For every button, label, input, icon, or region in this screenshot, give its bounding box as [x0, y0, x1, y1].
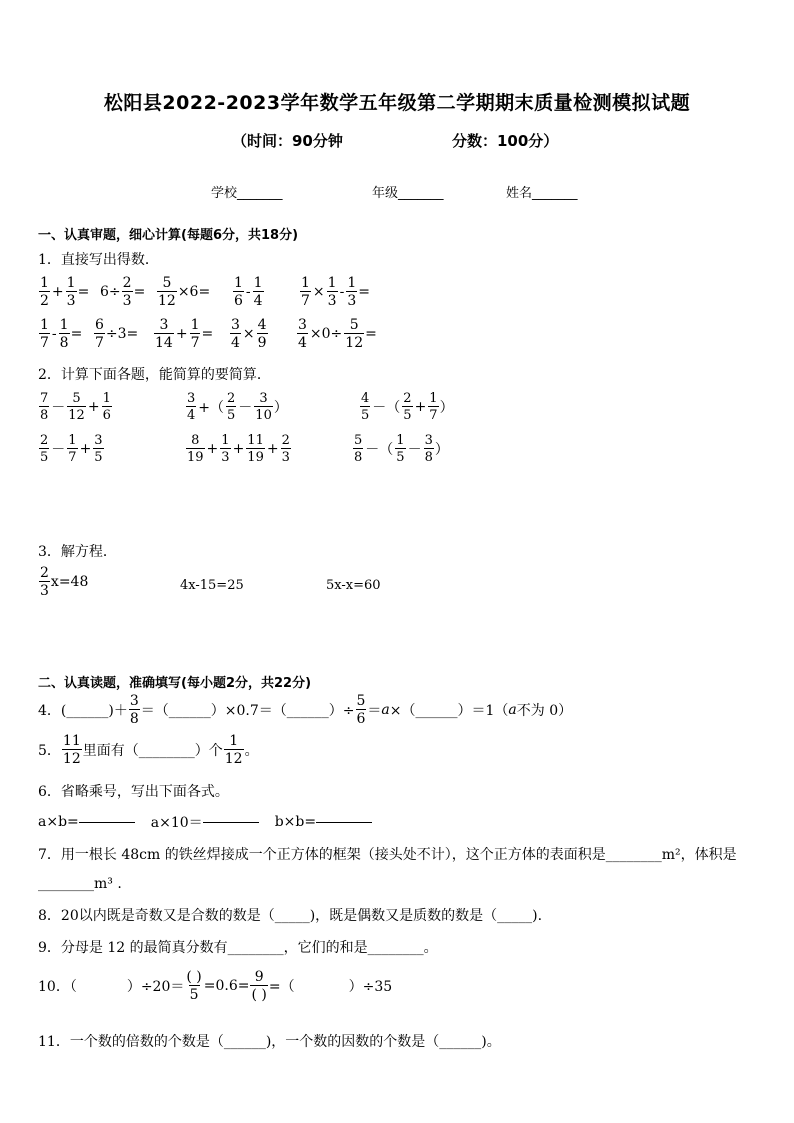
q7-line-2: ________m³ . [38, 876, 122, 892]
q1-r1-item5: $\frac{1}{7}$ × $\frac{1}{3}$ - $\frac{1}{3}$ = [301, 275, 370, 309]
q2-label: 2．计算下面各题，能简算的要简算． [38, 367, 271, 383]
q1-r2-item2: $\frac{6}{7}$ ÷3= [95, 317, 139, 351]
q1-r1-item1: 1 2 + $\frac{1}{3}$ = [40, 275, 90, 309]
q6-blank-3[interactable] [316, 822, 372, 823]
q11: 11．一个数的倍数的个数是（______)，一个数的因数的个数是（______)。 [38, 1034, 501, 1050]
q6-blank-1[interactable] [79, 822, 135, 823]
q3-equation-2: 4x-15=25 [180, 578, 244, 593]
q2-expr-4: 2 5 － 1 7 + $\frac{3}{5}$ [40, 433, 103, 465]
q6-items [38, 812, 372, 832]
q5: 5． 11 12 里面有（________）个 1 12 。 [38, 733, 259, 767]
q2-expr-2: 3 4 +（ 2 5 － 3 10 ） [187, 391, 288, 423]
q2-expr-5: 8 19 + $\frac{1}{3}$ + $\frac{11}{19}$ + $\frac{2}{3}$ [187, 433, 290, 465]
q1-r1-item2: 6÷ $\frac{2}{3}$ = [100, 275, 146, 309]
grade-field[interactable]: 年级_______ [372, 186, 444, 201]
q6-item-3: b×b= [274, 814, 317, 830]
q1-r2-item4: $\frac{3}{4}$ × $\frac{4}{9}$ [231, 317, 267, 351]
q6-label: 6．省略乘号，写出下面各式。 [38, 784, 229, 800]
q2-expr-3: 4 5 －（ 2 5 + $\frac{1}{7}$ ） [361, 391, 454, 423]
section1-heading: 一、认真审题，细心计算(每题6分，共18分) [38, 228, 299, 243]
q3-equation-3: 5x-x=60 [326, 578, 381, 593]
q1-r1-item4: 1 6 - 1 4 [234, 275, 263, 309]
q10: 10．（ ）÷20＝ ( ) 5 =0.6= 9 ( ) =（ ）÷35 [38, 969, 393, 1003]
score-label: 分数：100分） [452, 132, 559, 150]
q2-expr-6: 5 8 －（ 1 5 － 3 8 ） [354, 433, 449, 465]
time-label: （时间：90分钟 [232, 132, 343, 150]
q3-label: 3．解方程． [38, 544, 117, 560]
school-field[interactable]: 学校_______ [211, 186, 283, 201]
q1-r2-item1: 1 7 - $\frac{1}{8}$ = [40, 317, 83, 351]
q1-r1-item3: $\frac{5}{12}$ ×6= [158, 275, 211, 309]
q1-r2-item5: $\frac{3}{4}$ ×0÷ $\frac{5}{12}$ = [298, 317, 377, 351]
page-title: 松阳县2022-2023学年数学五年级第二学期期末质量检测模拟试题 [103, 92, 691, 114]
name-field[interactable]: 姓名_______ [506, 186, 578, 201]
section2-heading: 二、认真读题，准确填写(每小题2分，共22分) [38, 676, 312, 691]
q1-r2-item3: 3 14 + $\frac{1}{7}$ = [155, 317, 214, 351]
q6-item-1: a×b= [38, 814, 79, 830]
q1-label: 1．直接写出得数． [38, 252, 159, 268]
q6-blank-2[interactable] [203, 822, 259, 823]
q4: 4．(______)＋ 3 8 ＝（______）×0.7＝（______）÷ $\frac{5}{6}$ ＝ a ×（______）＝1（ a 不为 0） [38, 693, 573, 727]
q3-equation-1: 2 3 x=48 [40, 565, 89, 599]
q7-line-1: 7．用一根长 48cm 的铁丝焊接成一个正方体的框架（接头处不计），这个正方体的表面积是________m²，体积是 [38, 847, 737, 863]
q8: 8．20以内既是奇数又是合数的数是（_____)，既是偶数又是质数的数是（_____). [38, 908, 543, 924]
q9: 9．分母是 12 的最简真分数有________，它们的和是________。 [38, 940, 438, 956]
q2-expr-1: 7 8 － 5 12 + $\frac{1}{6}$ [40, 391, 111, 423]
q6-item-2: a×10＝ [150, 815, 203, 831]
